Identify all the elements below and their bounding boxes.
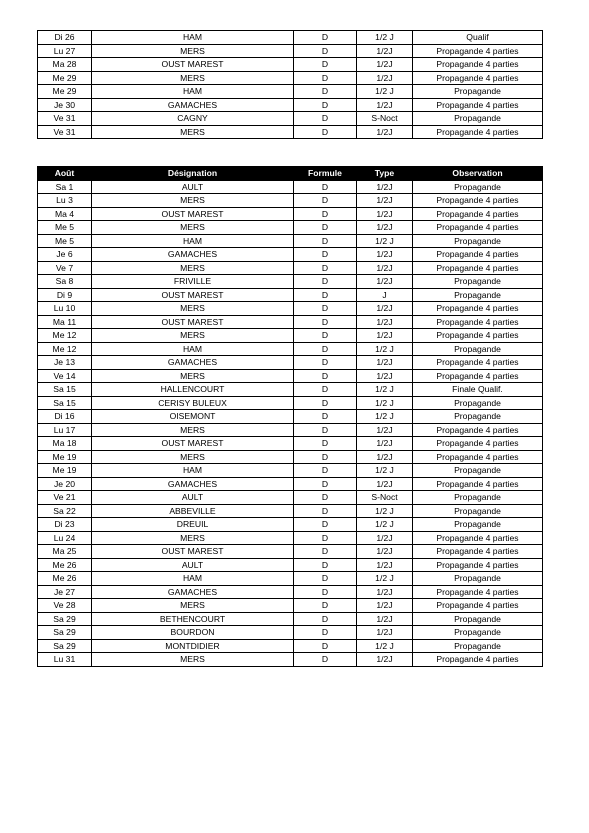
cell-type: 1/2 J (357, 518, 413, 532)
cell-observation: Propagande 4 parties (413, 248, 543, 262)
table-row (38, 275, 543, 289)
cell-designation: AULT (92, 491, 294, 505)
cell-designation: BOURDON (92, 626, 294, 640)
cell-designation: DREUIL (92, 518, 294, 532)
cell-designation: OUST MAREST (92, 315, 294, 329)
cell-formule: D (294, 410, 357, 424)
cell-type: S-Noct (357, 491, 413, 505)
cell-formule: D (294, 58, 357, 72)
cell-day: Sa 29 (38, 612, 92, 626)
cell-designation: GAMACHES (92, 477, 294, 491)
cell-designation: OUST MAREST (92, 545, 294, 559)
table-row (38, 477, 543, 491)
cell-observation: Propagande 4 parties (413, 221, 543, 235)
table-row (38, 491, 543, 505)
table-row (38, 234, 543, 248)
cell-designation: MERS (92, 44, 294, 58)
cell-type: 1/2J (357, 315, 413, 329)
cell-day: Me 29 (38, 71, 92, 85)
table-row (38, 329, 543, 343)
cell-day: Sa 15 (38, 383, 92, 397)
table-row (38, 558, 543, 572)
cell-type: 1/2J (357, 356, 413, 370)
cell-formule: D (294, 302, 357, 316)
cell-observation: Finale Qualif. (413, 383, 543, 397)
table-row (38, 423, 543, 437)
cell-day: Di 23 (38, 518, 92, 532)
cell-day: Je 13 (38, 356, 92, 370)
cell-observation: Propagande (413, 234, 543, 248)
cell-designation: MERS (92, 531, 294, 545)
cell-formule: D (294, 653, 357, 667)
cell-type: J (357, 288, 413, 302)
cell-day: Me 19 (38, 450, 92, 464)
table-row (38, 180, 543, 194)
cell-designation: GAMACHES (92, 98, 294, 112)
table-row (38, 44, 543, 58)
cell-formule: D (294, 315, 357, 329)
cell-type: 1/2 J (357, 342, 413, 356)
cell-designation: HAM (92, 234, 294, 248)
cell-observation: Propagande (413, 85, 543, 99)
cell-designation: GAMACHES (92, 248, 294, 262)
cell-designation: HAM (92, 85, 294, 99)
table-row (38, 572, 543, 586)
cell-designation: MONTDIDIER (92, 639, 294, 653)
cell-observation: Propagande (413, 112, 543, 126)
cell-formule: D (294, 450, 357, 464)
cell-day: Ma 28 (38, 58, 92, 72)
header-row (38, 167, 543, 181)
cell-formule: D (294, 112, 357, 126)
cell-type: 1/2J (357, 599, 413, 613)
cell-observation: Propagande (413, 464, 543, 478)
cell-day: Me 5 (38, 234, 92, 248)
cell-designation: GAMACHES (92, 356, 294, 370)
cell-day: Di 9 (38, 288, 92, 302)
cell-designation: MERS (92, 71, 294, 85)
cell-observation: Propagande 4 parties (413, 125, 543, 139)
cell-observation: Propagande 4 parties (413, 369, 543, 383)
cell-formule: D (294, 612, 357, 626)
table-row (38, 98, 543, 112)
table-row (38, 585, 543, 599)
cell-observation: Propagande 4 parties (413, 315, 543, 329)
cell-designation: HAM (92, 464, 294, 478)
cell-formule: D (294, 342, 357, 356)
cell-observation: Propagande (413, 518, 543, 532)
cell-type: 1/2 J (357, 464, 413, 478)
cell-formule: D (294, 329, 357, 343)
cell-day: Me 5 (38, 221, 92, 235)
table-row (38, 194, 543, 208)
cell-type: 1/2J (357, 98, 413, 112)
cell-day: Me 12 (38, 329, 92, 343)
cell-formule: D (294, 558, 357, 572)
cell-type: 1/2J (357, 248, 413, 262)
table-row (38, 383, 543, 397)
table-row (38, 653, 543, 667)
cell-designation: MERS (92, 450, 294, 464)
cell-formule: D (294, 98, 357, 112)
cell-observation: Propagande 4 parties (413, 531, 543, 545)
cell-observation: Propagande 4 parties (413, 58, 543, 72)
cell-type: 1/2J (357, 125, 413, 139)
cell-observation: Propagande (413, 410, 543, 424)
cell-formule: D (294, 275, 357, 289)
cell-observation: Propagande 4 parties (413, 194, 543, 208)
cell-observation: Propagande 4 parties (413, 599, 543, 613)
table-row (38, 369, 543, 383)
cell-formule: D (294, 626, 357, 640)
cell-type: 1/2J (357, 545, 413, 559)
table-row (38, 85, 543, 99)
cell-day: Me 19 (38, 464, 92, 478)
table-row (38, 518, 543, 532)
cell-day: Lu 24 (38, 531, 92, 545)
cell-day: Ve 28 (38, 599, 92, 613)
cell-designation: MERS (92, 369, 294, 383)
cell-observation: Propagande 4 parties (413, 423, 543, 437)
cell-type: 1/2 J (357, 85, 413, 99)
cell-observation: Propagande 4 parties (413, 302, 543, 316)
table-row (38, 626, 543, 640)
cell-observation: Propagande (413, 612, 543, 626)
cell-formule: D (294, 180, 357, 194)
cell-day: Sa 29 (38, 626, 92, 640)
cell-day: Ma 18 (38, 437, 92, 451)
table-row (38, 261, 543, 275)
cell-day: Sa 15 (38, 396, 92, 410)
cell-designation: HAM (92, 31, 294, 45)
cell-observation: Propagande (413, 396, 543, 410)
cell-formule: D (294, 396, 357, 410)
cell-formule: D (294, 207, 357, 221)
table-row (38, 342, 543, 356)
cell-designation: HALLENCOURT (92, 383, 294, 397)
cell-type: 1/2J (357, 585, 413, 599)
cell-observation: Propagande (413, 275, 543, 289)
header-day: Août (38, 167, 92, 181)
cell-observation: Propagande 4 parties (413, 207, 543, 221)
cell-designation: ABBEVILLE (92, 504, 294, 518)
cell-day: Ve 21 (38, 491, 92, 505)
cell-type: 1/2 J (357, 572, 413, 586)
cell-designation: MERS (92, 261, 294, 275)
table-row (38, 315, 543, 329)
cell-type: 1/2J (357, 180, 413, 194)
cell-formule: D (294, 585, 357, 599)
table-row (38, 410, 543, 424)
cell-designation: AULT (92, 180, 294, 194)
cell-formule: D (294, 44, 357, 58)
cell-formule: D (294, 356, 357, 370)
cell-day: Me 29 (38, 85, 92, 99)
cell-formule: D (294, 234, 357, 248)
cell-formule: D (294, 531, 357, 545)
cell-observation: Propagande (413, 288, 543, 302)
table-row (38, 288, 543, 302)
cell-observation: Propagande (413, 639, 543, 653)
cell-formule: D (294, 383, 357, 397)
cell-observation: Propagande 4 parties (413, 44, 543, 58)
table-row (38, 302, 543, 316)
cell-type: 1/2 J (357, 410, 413, 424)
cell-type: S-Noct (357, 112, 413, 126)
cell-day: Lu 17 (38, 423, 92, 437)
table-row (38, 450, 543, 464)
cell-type: 1/2J (357, 437, 413, 451)
cell-observation: Propagande 4 parties (413, 653, 543, 667)
header-designation: Désignation (92, 167, 294, 181)
cell-type: 1/2J (357, 302, 413, 316)
cell-day: Ve 7 (38, 261, 92, 275)
cell-formule: D (294, 248, 357, 262)
cell-formule: D (294, 437, 357, 451)
cell-day: Sa 1 (38, 180, 92, 194)
august-table-body (38, 180, 543, 666)
cell-type: 1/2 J (357, 504, 413, 518)
cell-day: Ma 11 (38, 315, 92, 329)
cell-type: 1/2J (357, 653, 413, 667)
cell-type: 1/2J (357, 58, 413, 72)
cell-designation: FRIVILLE (92, 275, 294, 289)
cell-type: 1/2 J (357, 639, 413, 653)
august-table-header (38, 167, 543, 181)
table-row (38, 464, 543, 478)
cell-formule: D (294, 85, 357, 99)
july-schedule-table (37, 30, 543, 139)
cell-observation: Propagande 4 parties (413, 558, 543, 572)
cell-observation: Propagande (413, 491, 543, 505)
cell-formule: D (294, 125, 357, 139)
cell-type: 1/2J (357, 221, 413, 235)
cell-type: 1/2J (357, 194, 413, 208)
table-row (38, 612, 543, 626)
cell-type: 1/2 J (357, 31, 413, 45)
cell-type: 1/2J (357, 477, 413, 491)
cell-observation: Propagande 4 parties (413, 545, 543, 559)
cell-designation: MERS (92, 221, 294, 235)
cell-day: Ve 31 (38, 112, 92, 126)
cell-type: 1/2J (357, 423, 413, 437)
cell-formule: D (294, 639, 357, 653)
cell-designation: MERS (92, 194, 294, 208)
cell-designation: BETHENCOURT (92, 612, 294, 626)
cell-day: Lu 3 (38, 194, 92, 208)
cell-type: 1/2J (357, 450, 413, 464)
cell-observation: Propagande 4 parties (413, 261, 543, 275)
cell-formule: D (294, 194, 357, 208)
august-schedule-table (37, 166, 543, 667)
cell-designation: OISEMONT (92, 410, 294, 424)
cell-type: 1/2J (357, 44, 413, 58)
cell-formule: D (294, 518, 357, 532)
cell-designation: MERS (92, 302, 294, 316)
cell-designation: MERS (92, 329, 294, 343)
cell-designation: OUST MAREST (92, 207, 294, 221)
cell-designation: MERS (92, 125, 294, 139)
cell-type: 1/2J (357, 531, 413, 545)
cell-day: Je 20 (38, 477, 92, 491)
table-row (38, 504, 543, 518)
table-row (38, 599, 543, 613)
july-table-body (38, 31, 543, 139)
cell-formule: D (294, 423, 357, 437)
cell-type: 1/2J (357, 71, 413, 85)
cell-observation: Propagande (413, 504, 543, 518)
cell-observation: Qualif (413, 31, 543, 45)
cell-day: Di 16 (38, 410, 92, 424)
cell-formule: D (294, 221, 357, 235)
cell-type: 1/2 J (357, 383, 413, 397)
cell-designation: MERS (92, 599, 294, 613)
cell-day: Sa 29 (38, 639, 92, 653)
cell-day: Di 26 (38, 31, 92, 45)
cell-designation: MERS (92, 423, 294, 437)
cell-formule: D (294, 599, 357, 613)
table-row (38, 221, 543, 235)
header-observation: Observation (413, 167, 543, 181)
table-row (38, 437, 543, 451)
cell-day: Lu 10 (38, 302, 92, 316)
cell-type: 1/2J (357, 261, 413, 275)
cell-observation: Propagande 4 parties (413, 71, 543, 85)
cell-day: Me 26 (38, 558, 92, 572)
table-row (38, 71, 543, 85)
header-type: Type (357, 167, 413, 181)
cell-observation: Propagande (413, 572, 543, 586)
cell-observation: Propagande (413, 626, 543, 640)
cell-day: Je 27 (38, 585, 92, 599)
cell-type: 1/2J (357, 626, 413, 640)
cell-day: Lu 31 (38, 653, 92, 667)
cell-formule: D (294, 491, 357, 505)
cell-formule: D (294, 288, 357, 302)
cell-designation: HAM (92, 572, 294, 586)
cell-type: 1/2J (357, 558, 413, 572)
cell-type: 1/2J (357, 329, 413, 343)
table-row (38, 58, 543, 72)
cell-day: Lu 27 (38, 44, 92, 58)
cell-formule: D (294, 572, 357, 586)
cell-day: Sa 8 (38, 275, 92, 289)
cell-designation: MERS (92, 653, 294, 667)
cell-designation: OUST MAREST (92, 437, 294, 451)
cell-day: Ve 14 (38, 369, 92, 383)
cell-day: Sa 22 (38, 504, 92, 518)
cell-formule: D (294, 504, 357, 518)
cell-observation: Propagande 4 parties (413, 329, 543, 343)
cell-observation: Propagande 4 parties (413, 477, 543, 491)
cell-type: 1/2J (357, 369, 413, 383)
cell-day: Je 6 (38, 248, 92, 262)
cell-formule: D (294, 545, 357, 559)
cell-designation: HAM (92, 342, 294, 356)
cell-designation: OUST MAREST (92, 288, 294, 302)
table-row (38, 31, 543, 45)
table-row (38, 639, 543, 653)
cell-observation: Propagande 4 parties (413, 356, 543, 370)
cell-type: 1/2 J (357, 396, 413, 410)
cell-designation: AULT (92, 558, 294, 572)
cell-formule: D (294, 477, 357, 491)
table-row (38, 207, 543, 221)
cell-observation: Propagande 4 parties (413, 450, 543, 464)
cell-day: Me 12 (38, 342, 92, 356)
cell-day: Je 30 (38, 98, 92, 112)
table-row (38, 396, 543, 410)
cell-formule: D (294, 464, 357, 478)
table-row (38, 531, 543, 545)
table-row (38, 356, 543, 370)
table-row (38, 248, 543, 262)
cell-type: 1/2J (357, 207, 413, 221)
table-row (38, 125, 543, 139)
cell-day: Me 26 (38, 572, 92, 586)
cell-designation: OUST MAREST (92, 58, 294, 72)
table-row (38, 112, 543, 126)
cell-formule: D (294, 31, 357, 45)
table-row (38, 545, 543, 559)
cell-formule: D (294, 261, 357, 275)
cell-day: Ma 4 (38, 207, 92, 221)
cell-observation: Propagande (413, 342, 543, 356)
cell-type: 1/2J (357, 275, 413, 289)
cell-formule: D (294, 369, 357, 383)
cell-designation: CAGNY (92, 112, 294, 126)
cell-type: 1/2 J (357, 234, 413, 248)
cell-designation: CERISY BULEUX (92, 396, 294, 410)
header-formule: Formule (294, 167, 357, 181)
cell-observation: Propagande 4 parties (413, 98, 543, 112)
cell-designation: GAMACHES (92, 585, 294, 599)
cell-day: Ma 25 (38, 545, 92, 559)
cell-day: Ve 31 (38, 125, 92, 139)
cell-observation: Propagande 4 parties (413, 437, 543, 451)
cell-observation: Propagande 4 parties (413, 585, 543, 599)
cell-observation: Propagande (413, 180, 543, 194)
cell-type: 1/2J (357, 612, 413, 626)
cell-formule: D (294, 71, 357, 85)
